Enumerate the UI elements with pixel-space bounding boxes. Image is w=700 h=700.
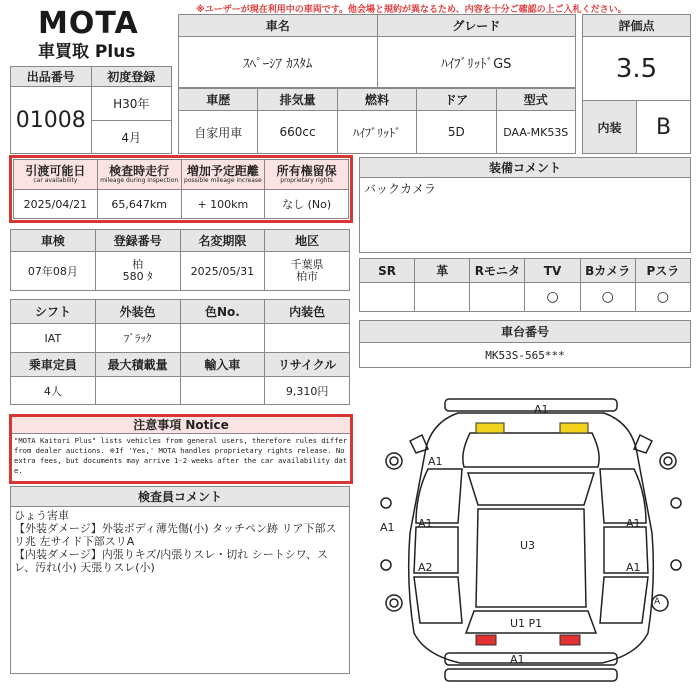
interior-color-header: 内装色: [265, 300, 350, 324]
notice-title: 注意事項 Notice: [12, 417, 350, 434]
inspector-line-2: 【外装ダメージ】外装ボディ薄先傷(小) タッチペン跡 リア下部スリ兆 左サイド下部スリA: [14, 522, 337, 548]
inspector-table: [10, 486, 350, 674]
top-note: ※ユーザーが現在利用中の車両です。他会場と規約が異なるため、内容を十分ご確認の上ご入札ください。: [196, 5, 627, 15]
listing-table: [10, 66, 172, 154]
name-change-header: 名変期限: [180, 230, 265, 252]
spec-model: DAA-MK53S: [496, 111, 575, 154]
equipment-comment: バックカメラ: [360, 178, 691, 253]
label-rear-wheel-right: A: [654, 597, 661, 607]
plate-line-2: 580 ﾀ: [122, 270, 153, 283]
delivery-table: [13, 159, 349, 219]
shaken-value: 07年08月: [11, 252, 96, 291]
capacity-value: 4人: [11, 377, 96, 405]
listing-number-value: 01008: [11, 87, 92, 154]
label-left-front: A1: [428, 455, 443, 468]
label-front-bumper: A1: [534, 403, 549, 416]
notice-text: "MOTA Kaitori Plus" lists vehicles from general users, therefore rules differ from dealer auctions. ※If 'Yes,' MOTA handles proprietary rights release. No extra fees, but documents may arrive 1-2 weeks after the car availability date.: [14, 436, 348, 475]
interior-color-value: [265, 324, 350, 353]
region-line-2: 柏市: [296, 270, 319, 283]
region-value: [265, 252, 350, 291]
listing-number-header: 出品番号: [11, 67, 92, 87]
option-header-power-slide: Pスラ: [635, 259, 690, 283]
interior-value: B: [637, 101, 691, 154]
mileage-header: 検査時走行 mileage during inspection: [97, 160, 181, 190]
option-sunroof: [360, 283, 415, 312]
shift-value: IAT: [11, 324, 96, 353]
option-header-back-camera: Bカメラ: [580, 259, 635, 283]
label-right-rear: A1: [626, 561, 641, 574]
car-name-value: ｽﾍﾟｰｼｱ ｶｽﾀﾑ: [179, 37, 378, 88]
option-header-sunroof: SR: [360, 259, 415, 283]
brand-logo: [38, 6, 178, 62]
vehicle-table: [178, 14, 576, 88]
first-reg-header: 初度登録: [91, 67, 172, 87]
specs-table: [178, 88, 576, 154]
plate-value: [95, 252, 180, 291]
plate-line-1: 柏: [132, 258, 144, 271]
brand-subtitle: 車買取 Plus: [38, 42, 136, 62]
shift-header: シフト: [11, 300, 96, 324]
color-no-value: [180, 324, 265, 353]
inspector-line-3: 【内装ダメージ】内張りキズ/内張りスレ・切れ シートシワ、スレ、汚れ(小) 天張りスレ(小): [14, 548, 328, 574]
damage-diagram: [370, 393, 692, 698]
spec-doors: 5D: [417, 111, 496, 154]
spec-header-fuel: 燃料: [337, 89, 416, 111]
name-change-deadline: 2025/05/31: [180, 252, 265, 291]
recycle-value: 9,310円: [265, 377, 350, 405]
brand-name: MOTA: [38, 6, 139, 41]
chassis-header: 車台番号: [360, 321, 691, 343]
capacity-header: 乗車定員: [11, 353, 96, 377]
option-leather: [415, 283, 470, 312]
option-header-tv: TV: [525, 259, 580, 283]
option-header-rear-monitor: Rモニタ: [470, 259, 525, 283]
import-header: 輸入車: [180, 353, 265, 377]
spec-header-displacement: 排気量: [258, 89, 337, 111]
interior-header: 内装: [583, 101, 637, 154]
recycle-header: リサイクル: [265, 353, 350, 377]
option-header-leather: 革: [415, 259, 470, 283]
spec-header-history: 車歴: [179, 89, 258, 111]
chassis-value: MK53S-565***: [360, 343, 691, 368]
inspector-comment: [11, 507, 350, 674]
region-header: 地区: [265, 230, 350, 252]
label-left-sill: A1: [380, 521, 395, 534]
body-table: [10, 299, 350, 405]
label-right-front: A1: [626, 517, 641, 530]
inspector-line-1: ひょう害車: [14, 509, 69, 522]
ownership-value: なし (No): [265, 190, 349, 219]
spec-header-doors: ドア: [417, 89, 496, 111]
grade-header: グレード: [377, 15, 576, 37]
spec-displacement: 660cc: [258, 111, 337, 154]
ownership-header: 所有権留保 proprietary rights: [265, 160, 349, 190]
color-no-header: 色No.: [180, 300, 265, 324]
availability-date: 2025/04/21: [14, 190, 98, 219]
option-tv: ○: [525, 283, 580, 312]
label-rear-glass: U1 P1: [510, 617, 543, 630]
inspector-header: 検査員コメント: [11, 487, 350, 507]
inspection-mileage: 65,647km: [97, 190, 181, 219]
label-left-rear: A2: [418, 561, 433, 574]
plate-header: 登録番号: [95, 230, 180, 252]
score-value: 3.5: [583, 37, 691, 101]
spec-header-model: 型式: [496, 89, 575, 111]
spec-history: 自家用車: [179, 111, 258, 154]
left-headlight-icon: [476, 423, 504, 433]
label-hood-left: A1: [418, 517, 433, 530]
label-windshield: U3: [520, 539, 536, 552]
option-power-slide: ○: [635, 283, 690, 312]
option-back-camera: ○: [580, 283, 635, 312]
score-header: 評価点: [583, 15, 691, 37]
car-name-header: 車名: [179, 15, 378, 37]
mileage-increase-header: 増加予定距離 possible mileage increase: [181, 160, 265, 190]
region-line-1: 千葉県: [290, 258, 324, 271]
right-headlight-icon: [560, 423, 588, 433]
options-table: [359, 258, 691, 312]
first-reg-month: 4月: [91, 121, 172, 154]
left-taillight-icon: [476, 635, 496, 645]
spec-fuel: ﾊｲﾌﾞﾘｯﾄﾞ: [337, 111, 416, 154]
first-reg-year: H30年: [91, 87, 172, 121]
exterior-color-header: 外装色: [95, 300, 180, 324]
equipment-header: 装備コメント: [360, 158, 691, 178]
equipment-table: [359, 157, 691, 253]
shaken-header: 車検: [11, 230, 96, 252]
option-rear-monitor: [470, 283, 525, 312]
mileage-increase: + 100km: [181, 190, 265, 219]
exterior-color-value: ﾌﾞﾗｯｸ: [95, 324, 180, 353]
max-load-header: 最大積載量: [95, 353, 180, 377]
score-table: [582, 14, 691, 154]
availability-header: 引渡可能日 car availability: [14, 160, 98, 190]
import-value: [180, 377, 265, 405]
chassis-table: [359, 320, 691, 368]
grade-value: ﾊｲﾌﾞﾘｯﾄﾞGS: [377, 37, 576, 88]
right-taillight-icon: [560, 635, 580, 645]
label-rear-bumper: A1: [510, 653, 525, 666]
inspection-table: [10, 229, 350, 291]
max-load-value: [95, 377, 180, 405]
